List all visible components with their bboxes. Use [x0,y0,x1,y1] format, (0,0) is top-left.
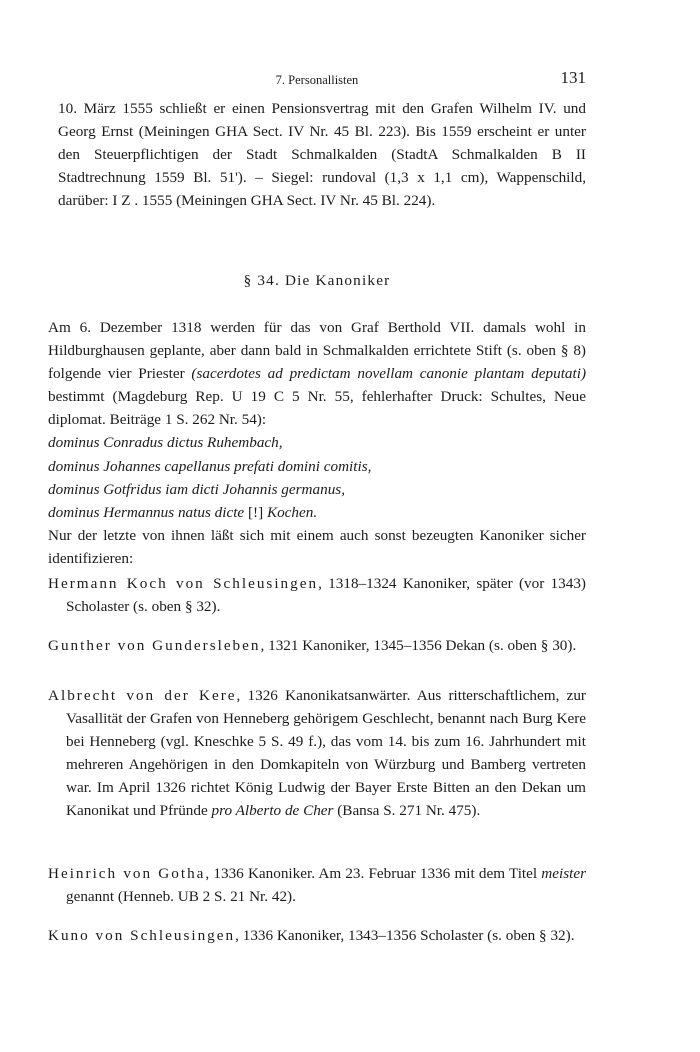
section-body [48,316,586,570]
latin-quote: (sacerdotes ad predictam novellam canonie plantam deputati) [191,365,586,383]
entry-text [48,924,586,947]
entry-albrecht-von-der-kere [48,684,586,823]
entry-description: , 1318–1324 Kanoniker, später (vor 1343) Scholaster (s. oben § 32). [66,575,586,616]
body-paragraph-1-text-b: bestimmt (Magdeburg Rep. U 19 C 5 Nr. 55, fehlerhafter Druck: Schultes, Neue diplomat. Beiträge 1 S. 262 Nr. 54): [48,388,586,429]
body-paragraph-2: Nur der letzte von ihnen läßt sich mit einem auch sonst bezeugten Kanoniker sicher identifizieren: [48,526,586,567]
entry-name: Heinrich von Gotha [48,865,206,882]
running-head [48,68,586,90]
entry-text [48,572,586,618]
entry-description-a: , 1326 Kanonikatsanwärter. Aus ritterschaftlichem, zur Vasallität der Grafen von Henneberg gehörigem Geschlecht, benannt nach Burg Kere bei Henneberg (vgl. Kneschke 5 S. 49 f.), das vom 14. bis zum 16. Jahrhundert mit mehreren Angehörigen in den Domkapiteln von Würzburg und Bamberg vertreten war. Im April 1326 richtet König Ludwig der Bayer Erste Bitten an den Dekan um Kanonikat und Pfründe [66,687,586,820]
entry-name: Hermann Koch von Schleusingen [48,575,319,592]
entry-description-b: genannt (Henneb. UB 2 S. 21 Nr. 42). [66,888,296,906]
intro-paragraph: 10. März 1555 schließt er einen Pensionsvertrag mit den Grafen Wilhelm IV. und Georg Ernst (Meiningen GHA Sect. IV Nr. 45 Bl. 223). Bis 1559 erscheint er unter den Steuerpflichtigen der Stadt Schmalkalden (StadtA Schmalkalden B II Stadtrechnung 1559 Bl. 51'). – Siegel: rundoval (1,3 x 1,1 cm), Wappenschild, darüber: I Z . 1555 (Meiningen GHA Sect. IV Nr. 45 Bl. 224). [58,100,586,210]
entry-kuno-von-schleusingen [48,924,586,947]
latin-list-line-3: dominus Gotfridus iam dicti Johannis germanus, [48,480,346,498]
entry-hermann-koch [48,572,586,618]
page-number: 131 [560,68,586,87]
intro-paragraph-block [58,97,586,212]
body-paragraph-1-text-a: Am 6. Dezember 1318 werden für das von Graf Berthold VII. damals wohl in Hildburghausen geplante, aber dann bald in Schmalkalden errichtete Stift (s. oben § 8) folgende vier Priester [48,319,586,383]
entry-heinrich-von-gotha [48,862,586,908]
body-paragraph-1 [48,316,586,431]
entry-description: , 1321 Kanoniker, 1345–1356 Dekan (s. oben § 30). [260,637,577,654]
entry-text [48,634,586,657]
editorial-mark: [!] [247,503,264,521]
running-title: 7. Personallisten [275,73,359,87]
entry-description-a: , 1336 Kanoniker. Am 23. Februar 1336 mit dem Titel [205,865,542,882]
entry-latin: pro Alberto de Cher [211,802,334,820]
latin-list-line-4-text-a: dominus Hermannus natus dicte [48,503,248,521]
latin-list-line-4-text-b: Kochen. [263,503,318,521]
entry-text [48,684,586,823]
entry-name: Kuno von Schleusingen [48,927,236,944]
latin-list-line-4 [48,501,586,524]
entry-description: , 1336 Kanoniker, 1343–1356 Scholaster (s. oben § 32). [235,927,575,944]
entry-gunther-von-gundersleben [48,634,586,657]
entry-name: Albrecht von der Kere [48,687,237,704]
entry-latin: meister [541,865,586,882]
latin-list-line-1: dominus Conradus dictus Ruhembach, [48,434,283,452]
entry-text [48,862,586,908]
section-title: § 34. Die Kanoniker [243,272,391,289]
entry-description-b: (Bansa S. 271 Nr. 475). [333,802,481,820]
latin-list-line-2: dominus Johannes capellanus prefati domini comitis, [48,457,372,475]
entry-name: Gunther von Gundersleben [48,637,261,654]
